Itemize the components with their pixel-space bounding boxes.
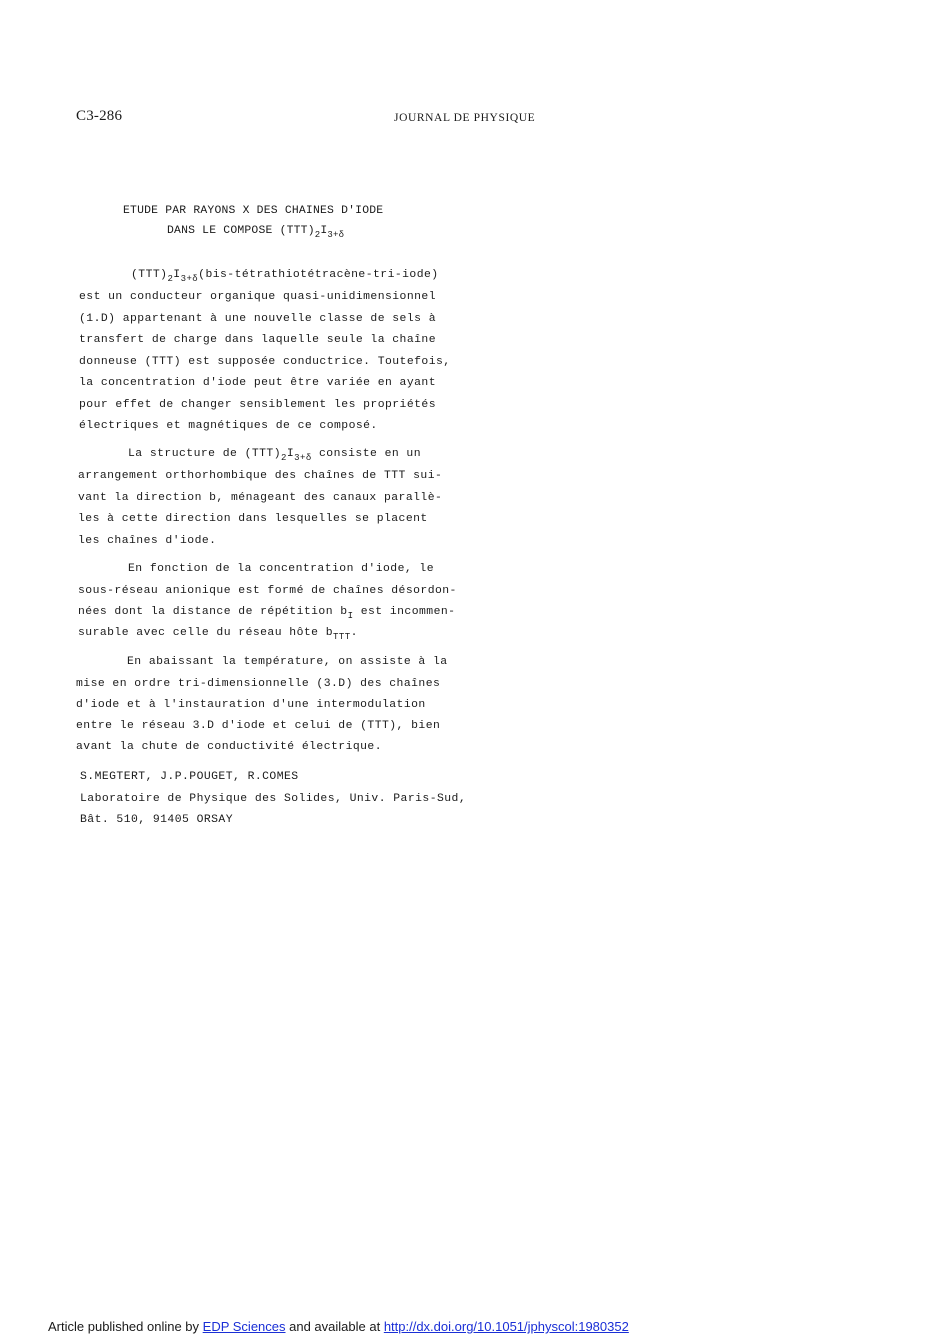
text-line: $(TTT)_2I_{3+\delta}(bis-tétrathiotétracène-tri-iode)$ bbox=[131, 269, 439, 284]
publication-footer bbox=[48, 1319, 629, 1334]
text-line: sous-réseau anionique est formé de chaînes désordon- bbox=[78, 585, 457, 597]
affiliation-line: Bât. 510, 91405 ORSAY bbox=[80, 814, 233, 826]
text-line: entre le réseau 3.D d'iode et celui de (TTT), bien bbox=[76, 720, 441, 732]
footer-prefix: Article published online by bbox=[48, 1319, 203, 1334]
text-line: est un conducteur organique quasi-unidimensionnel bbox=[79, 291, 436, 303]
text-line: En abaissant la température, on assiste à la bbox=[127, 656, 448, 668]
text-line: électriques et magnétiques de ce composé. bbox=[79, 420, 378, 432]
text-line: mise en ordre tri-dimensionnelle (3.D) des chaînes bbox=[76, 678, 441, 690]
title-line-1: ETUDE PAR RAYONS X DES CHAINES D'IODE bbox=[123, 205, 384, 217]
text-line: avant la chute de conductivité électrique. bbox=[76, 741, 382, 753]
text-line: la concentration d'iode peut être variée en ayant bbox=[79, 377, 436, 389]
text-line: pour effet de changer sensiblement les propriétés bbox=[79, 399, 436, 411]
footer-middle: and available at bbox=[285, 1319, 384, 1334]
text-line: vant la direction b, ménageant des canaux parallè- bbox=[78, 492, 443, 504]
author-names: S.MEGTERT, J.P.POUGET, R.COMES bbox=[80, 771, 299, 783]
text-line: (1.D) appartenant à une nouvelle classe de sels à bbox=[79, 313, 436, 325]
page-number: C3-286 bbox=[76, 108, 123, 124]
text-line: surable avec celle du réseau hôte $b_{TTT}$. bbox=[78, 627, 358, 642]
title-line-2: DANS LE COMPOSE $(TTT)_2I_{3+\delta}$ bbox=[167, 225, 345, 240]
text-line: donneuse (TTT) est supposée conductrice. Toutefois, bbox=[79, 356, 451, 368]
text-line: les à cette direction dans lesquelles se placent bbox=[78, 513, 428, 525]
text-line: arrangement orthorhombique des chaînes de TTT sui- bbox=[78, 470, 443, 482]
publisher-link[interactable]: EDP Sciences bbox=[202, 1319, 286, 1334]
affiliation-line: Laboratoire de Physique des Solides, Univ. Paris-Sud, bbox=[80, 793, 467, 805]
doi-link[interactable]: http://dx.doi.org/10.1051/jphyscol:1980352 bbox=[383, 1319, 629, 1334]
text-line: La structure de $(TTT)_2I_{3+\delta}$ consiste en un bbox=[128, 448, 422, 463]
text-line: nées dont la distance de répétition $b_I$ est incommen- bbox=[78, 606, 456, 621]
text-line: En fonction de la concentration d'iode, le bbox=[128, 563, 434, 575]
journal-title: JOURNAL DE PHYSIQUE bbox=[394, 112, 536, 124]
text-line: transfert de charge dans laquelle seule la chaîne bbox=[79, 334, 436, 346]
text-line: d'iode et à l'instauration d'une intermodulation bbox=[76, 699, 426, 711]
text-line: les chaînes d'iode. bbox=[78, 535, 217, 547]
